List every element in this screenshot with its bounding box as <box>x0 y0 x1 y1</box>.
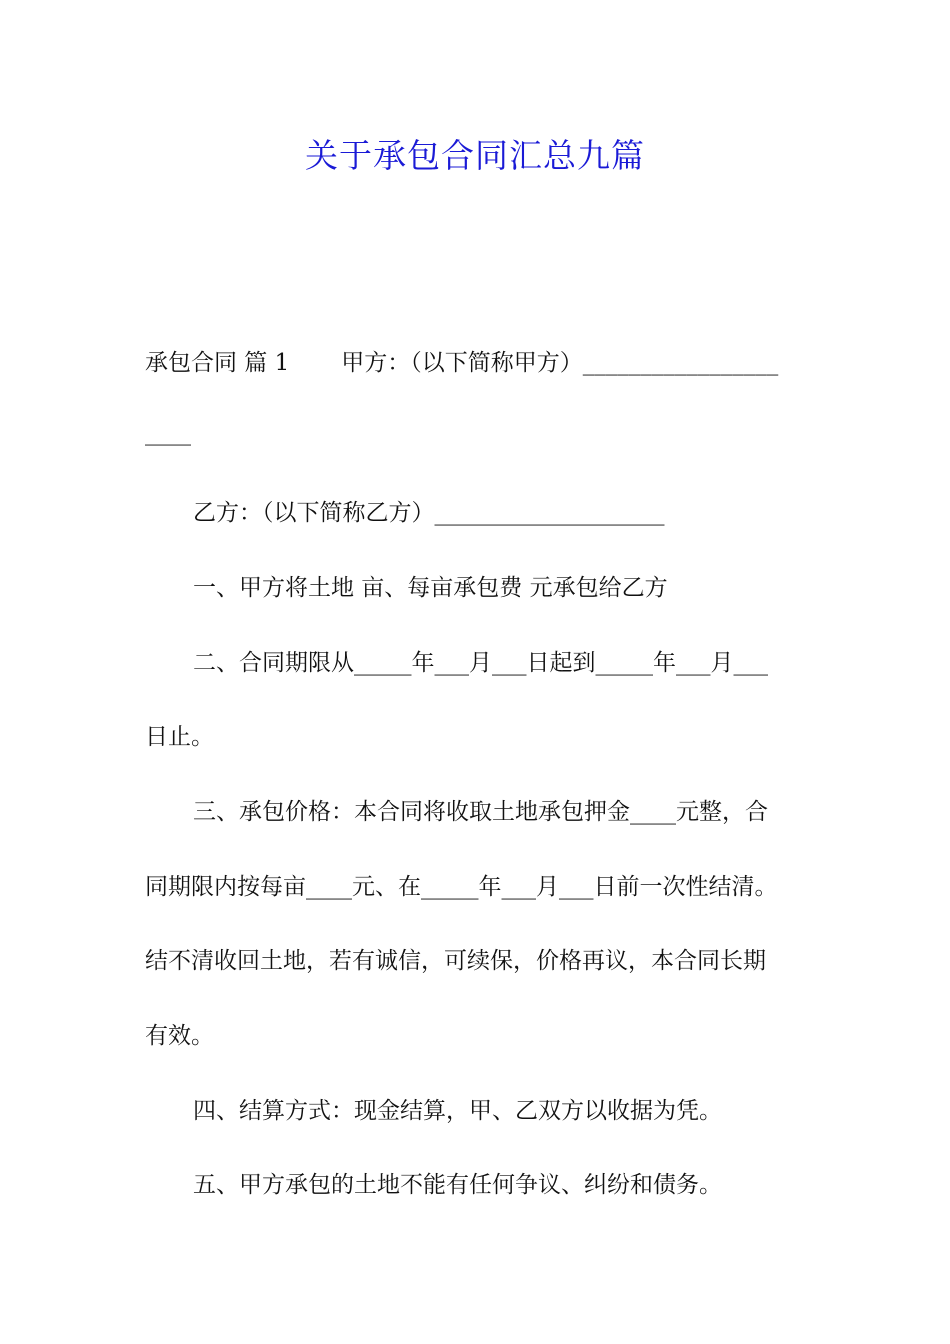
clause-1: 一、甲方将土地 亩、每亩承包费 元承包给乙方 <box>193 575 668 601</box>
document-title: 关于承包合同汇总九篇 <box>305 136 645 175</box>
clause-3: 三、承包价格：本合同将收取土地承包押金____元整，合 <box>193 799 768 825</box>
clause-3-continuation-1: 同期限内按每亩____元、在_____年___月___日前一次性结清。 <box>145 874 778 900</box>
clause-2: 二、合同期限从_____年___月___日起到_____年___月___ <box>193 650 768 676</box>
clause-3-continuation-2: 结不清收回土地，若有诚信，可续保，价格再议，本合同长期 <box>145 948 766 974</box>
clause-3-continuation-3: 有效。 <box>145 1023 214 1049</box>
party-a-field-continuation: ____ <box>145 420 191 446</box>
clause-4: 四、结算方式：现金结算，甲、乙双方以收据为凭。 <box>193 1098 722 1124</box>
clause-5: 五、甲方承包的土地不能有任何争议、纠纷和债务。 <box>193 1172 722 1198</box>
party-b-field: 乙方：（以下简称乙方）____________________ <box>193 500 665 526</box>
party-a-field: 甲方：（以下简称甲方）_________________ <box>341 350 779 376</box>
contract-section-label: 承包合同 篇 1 <box>145 350 290 376</box>
clause-2-continuation: 日止。 <box>145 724 214 750</box>
contract-header-line <box>145 344 778 377</box>
